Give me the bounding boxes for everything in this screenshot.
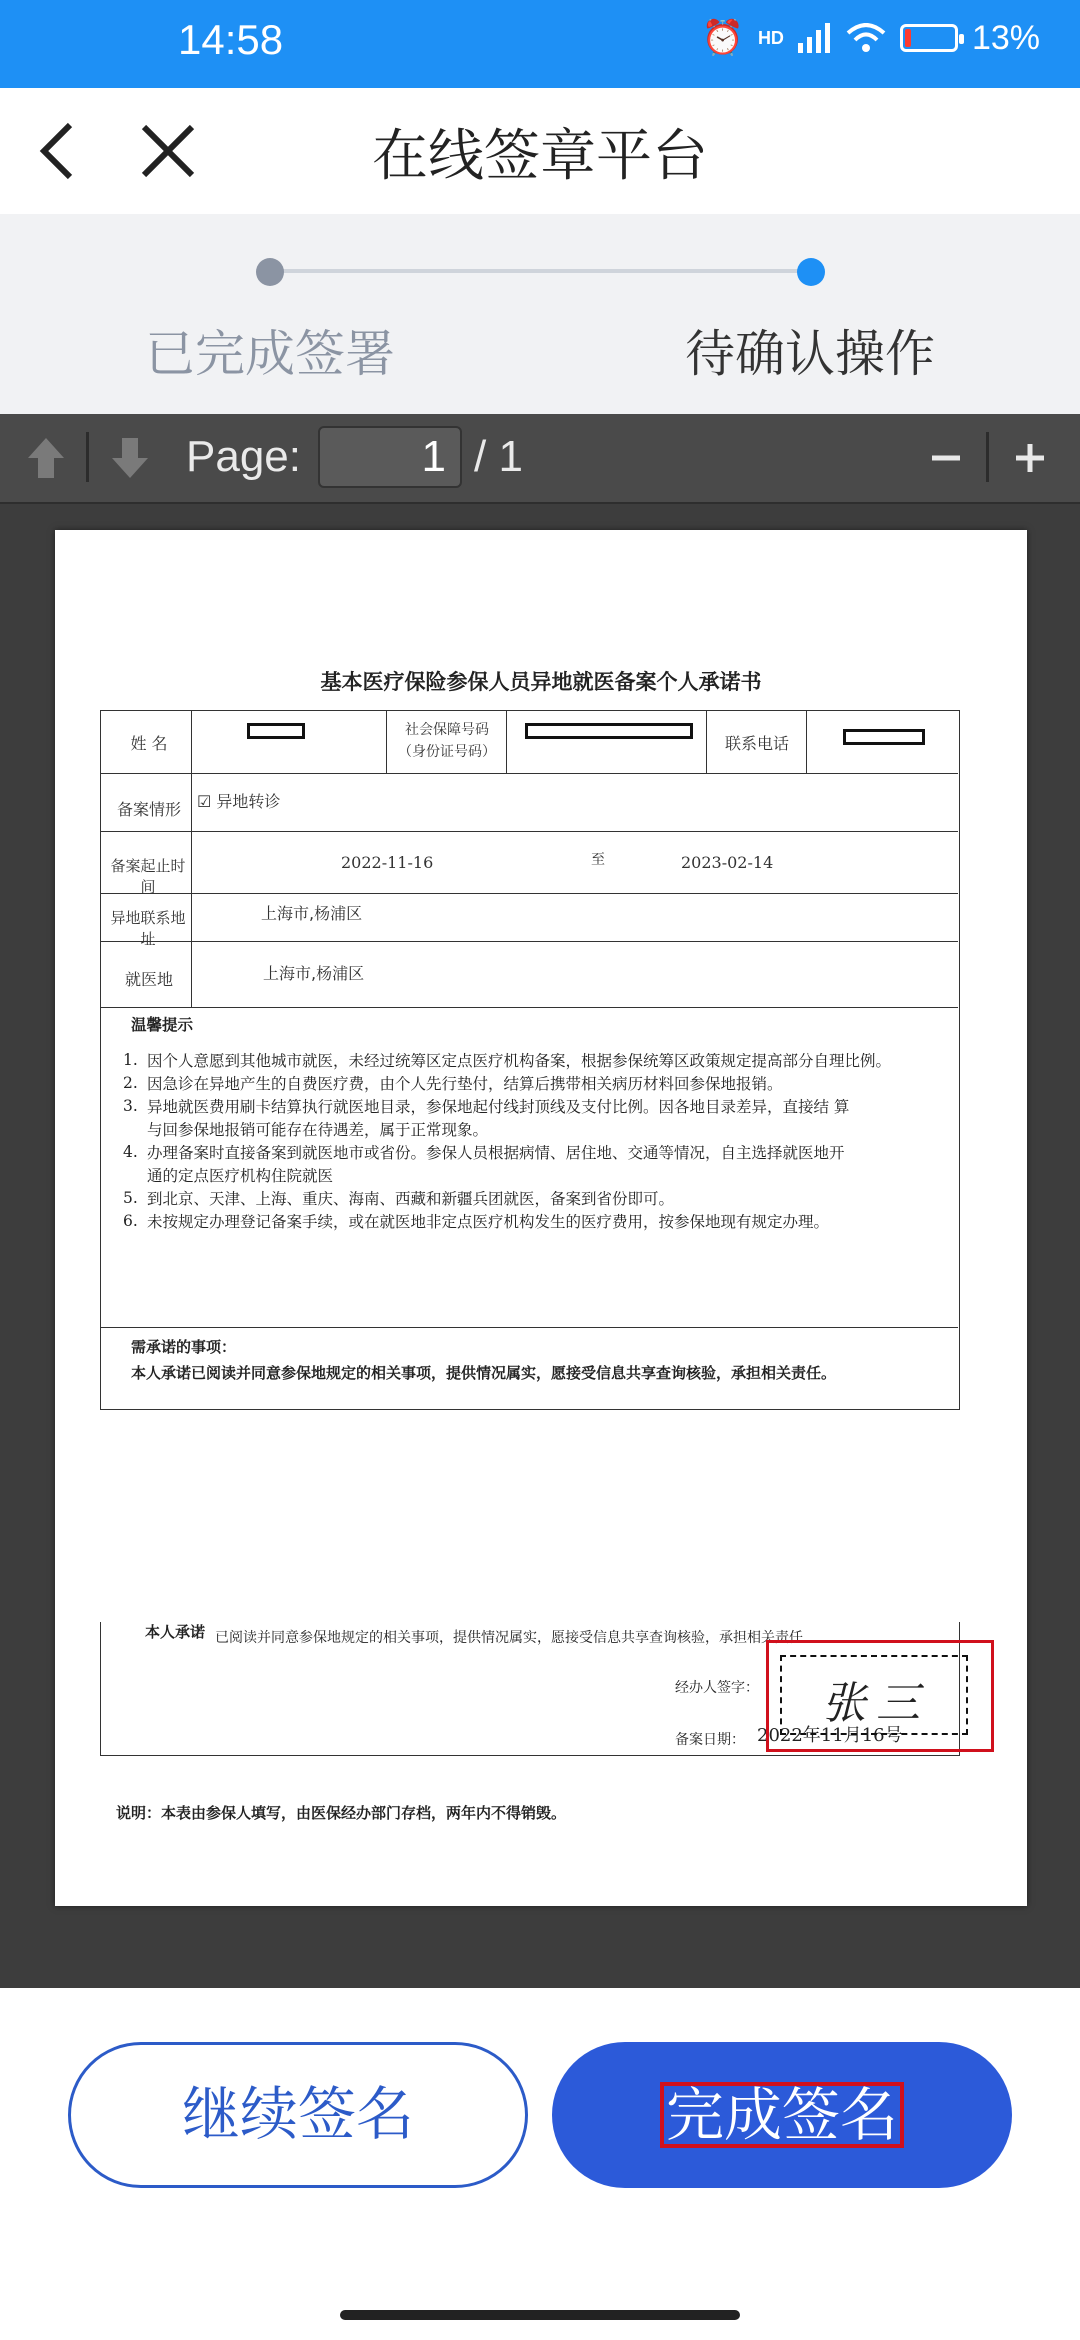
notice-item: 到北京、天津、上海、重庆、海南、西藏和新疆兵团就医，备案到省份即可。: [147, 1190, 675, 1208]
table-line: [101, 831, 958, 832]
notice-number: 5.: [123, 1189, 138, 1207]
page-number-input[interactable]: 1: [318, 426, 462, 488]
phone-label: 联系电话: [724, 734, 789, 753]
signer-label: 经办人签字：: [675, 1680, 759, 1696]
handwritten-signature: 张三: [822, 1678, 930, 1729]
arrow-down-icon[interactable]: [100, 428, 160, 488]
hospital-label: 就医地: [124, 970, 173, 989]
hospital-value: 上海市,杨浦区: [263, 964, 365, 983]
notice-title: 温馨提示: [131, 1015, 194, 1034]
notice-number: 4.: [123, 1143, 138, 1161]
date-label: 备案日期：: [675, 1732, 745, 1748]
pdf-toolbar: [0, 414, 1080, 504]
step-connector: [270, 269, 810, 273]
redacted-name: [247, 723, 305, 739]
table-line: [706, 711, 707, 773]
zoom-out-icon[interactable]: [916, 428, 976, 488]
start-date: 2022-11-16: [341, 853, 434, 872]
record-type-value: ☑ 异地转诊: [197, 792, 281, 811]
name-label: 姓 名: [130, 734, 168, 753]
notice-item: 办理备案时直接备案到就医地市或省份。参保人员根据病情、居住地、交通等情况，自主选择就医地开: [147, 1144, 845, 1162]
page-label: Page:: [186, 432, 301, 481]
contact-address-label: 异地联系地址: [110, 909, 186, 948]
notice-number: 1.: [123, 1051, 138, 1069]
home-indicator[interactable]: [340, 2310, 740, 2320]
finish-signing-label: 完成签名: [660, 2082, 904, 2148]
table-line: [101, 1007, 958, 1008]
battery-level: 13%: [971, 18, 1040, 57]
app-header: [0, 88, 1080, 214]
signature-box[interactable]: [780, 1655, 968, 1735]
step-dot-current: [797, 258, 825, 286]
step-label-done: 已完成签署: [145, 325, 395, 383]
finish-signing-button[interactable]: [552, 2042, 1012, 2188]
date-value: 2022年11月16号: [757, 1725, 903, 1746]
battery-icon: [900, 24, 958, 52]
table-line: [101, 941, 958, 942]
redacted-id: [525, 723, 693, 739]
step-dot-done: [256, 258, 284, 286]
table-line: [191, 711, 192, 1007]
contact-address-value: 上海市,杨浦区: [261, 904, 363, 923]
alarm-icon: ⏰: [701, 19, 744, 57]
notice-number: 6.: [123, 1212, 138, 1230]
signal-icon: [798, 23, 832, 53]
status-icons: [702, 18, 1040, 58]
wifi-icon: [846, 23, 886, 53]
id-label: 社会保障号码: [405, 722, 489, 738]
promise-repeat: 已阅读并同意参保地规定的相关事项，提供情况属实，愿接受信息共享查询核验，承担相关责任: [215, 1630, 803, 1646]
document-title: 基本医疗保险参保人员异地就医备案个人承诺书: [320, 669, 762, 694]
zoom-in-icon[interactable]: [1000, 428, 1060, 488]
notice-item: 因急诊在异地产生的自费医疗费，由个人先行垫付，结算后携带相关病历材料回参保地报销。: [147, 1075, 783, 1093]
status-time: 14:58: [178, 16, 284, 63]
table-line: [101, 773, 958, 774]
table-line: [101, 1327, 958, 1328]
table-line: [506, 711, 507, 773]
status-bar: [0, 0, 1080, 88]
notice-item: 与回参保地报销可能存在待遇差，属于正常现象。: [147, 1121, 489, 1139]
document-footnote: 说明：本表由参保人填写，由医保经办部门存档，两年内不得销毁。: [116, 1804, 567, 1822]
redacted-phone: [843, 729, 925, 745]
id-label-sub: （身份证号码）: [398, 744, 496, 760]
notice-item: 通的定点医疗机构住院就医: [147, 1167, 334, 1185]
continue-signing-button[interactable]: 继续签名: [68, 2042, 528, 2188]
arrow-up-icon[interactable]: [16, 428, 76, 488]
notice-item: 因个人意愿到其他城市就医，未经过统筹区定点医疗机构备案，根据参保统筹区政策规定提高部分自理比例。: [147, 1052, 892, 1070]
network-label: HD: [757, 27, 784, 48]
notice-item: 未按规定办理登记备案手续，或在就医地非定点医疗机构发生的医疗费用，按参保地现有规定办理。: [147, 1213, 830, 1231]
period-label: 备案起止时间: [110, 857, 186, 896]
progress-steps: [0, 214, 1080, 414]
page-total: / 1: [474, 432, 523, 481]
table-line: [806, 711, 807, 773]
notice-number: 3.: [123, 1097, 138, 1115]
step-label-current: 待确认操作: [685, 325, 935, 383]
to-label: 至: [591, 852, 605, 868]
table-line: [101, 893, 958, 894]
table-line: [386, 711, 387, 773]
promise-bold-label: 本人承诺: [145, 1623, 206, 1641]
toolbar-divider: [86, 432, 89, 482]
end-date: 2023-02-14: [681, 853, 774, 872]
notice-item: 异地就医费用刷卡结算执行就医地目录，参保地起付线封顶线及支付比例。因各地目录差异，直接结 算: [147, 1098, 850, 1116]
promise-text: 本人承诺已阅读并同意参保地规定的相关事项，提供情况属实，愿接受信息共享查询核验，承担相关责任。: [131, 1364, 837, 1382]
page-title: 在线签章平台: [372, 124, 708, 189]
record-type-label: 备案情形: [116, 800, 181, 819]
promise-title: 需承诺的事项：: [131, 1338, 237, 1356]
form-table: [100, 710, 960, 1410]
toolbar-divider: [986, 432, 989, 482]
notice-number: 2.: [123, 1074, 138, 1092]
